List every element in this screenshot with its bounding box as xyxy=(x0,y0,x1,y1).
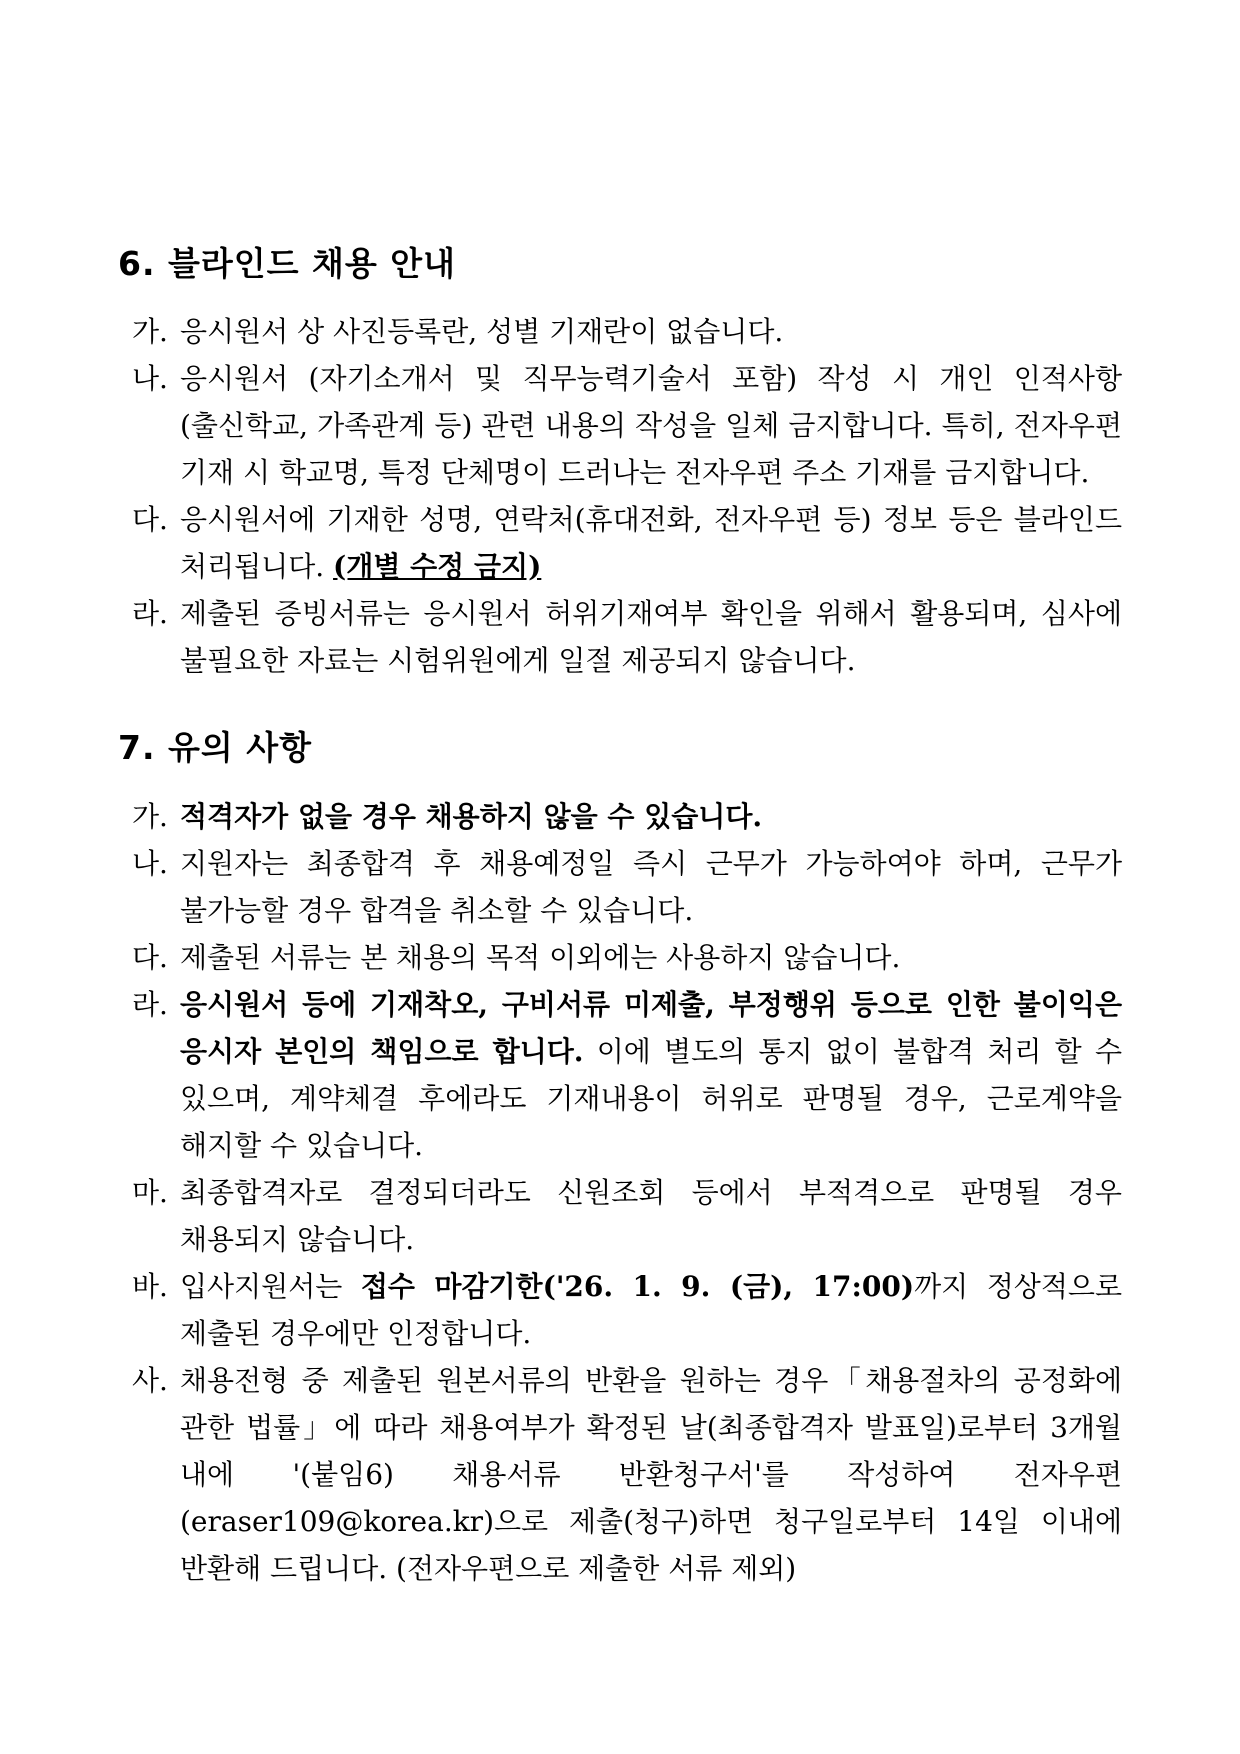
item-marker: 사. xyxy=(132,1364,168,1397)
item-text xyxy=(180,308,1122,355)
item-text-run: 까지 정상적으로 제출된 경우에만 인정합니다. xyxy=(180,1270,1122,1350)
item-text xyxy=(180,840,1122,934)
s7-list-item xyxy=(132,840,1122,934)
item-marker: 가. xyxy=(132,315,168,348)
s7-list-item xyxy=(132,1169,1122,1263)
item-text xyxy=(180,1357,1122,1592)
s7-list-item xyxy=(132,934,1122,981)
item-marker: 다. xyxy=(132,503,168,536)
section-6-list xyxy=(132,308,1122,684)
s6-list-item xyxy=(132,355,1122,496)
item-marker: 가. xyxy=(132,800,168,833)
item-text-emphasis: 응시원서 등에 기재착오, 구비서류 미제출, 부정행위 등으로 인한 불이익은 응시자 본인의 책임으로 합니다. xyxy=(180,988,1122,1068)
section-7-list xyxy=(132,793,1122,1592)
item-text-run: 제출된 증빙서류는 응시원서 허위기재여부 확인을 위해서 활용되며, 심사에 불필요한 자료는 시험위원에게 일절 제공되지 않습니다. xyxy=(180,597,1122,677)
item-marker: 바. xyxy=(132,1270,168,1303)
item-marker: 다. xyxy=(132,941,168,974)
s7-list-item xyxy=(132,981,1122,1169)
item-marker: 마. xyxy=(132,1176,168,1209)
item-text-run: 제출된 서류는 본 채용의 목적 이외에는 사용하지 않습니다. xyxy=(180,941,901,974)
s6-list-item xyxy=(132,590,1122,684)
item-text-run: 응시원서에 기재한 성명, 연락처(휴대전화, 전자우편 등) 정보 등은 블라인드 처리됩니다. xyxy=(180,503,1122,583)
item-text xyxy=(180,1169,1122,1263)
item-marker: 나. xyxy=(132,847,168,880)
s6-list-item xyxy=(132,308,1122,355)
item-marker: 나. xyxy=(132,362,168,395)
item-text xyxy=(180,496,1122,590)
item-text-run: 입사지원서는 xyxy=(180,1270,361,1303)
item-marker: 라. xyxy=(132,988,168,1021)
section-6-heading: 6. 블라인드 채용 안내 xyxy=(118,244,456,283)
item-text-run: 이에 별도의 통지 없이 불합격 처리 할 수 있으며, 계약체결 후에라도 기재내용이 허위로 판명될 경우, 근로계약을 해지할 수 있습니다. xyxy=(180,1035,1122,1162)
item-text-run: 응시원서 (자기소개서 및 직무능력기술서 포함) 작성 시 개인 인적사항(출신학교, 가족관계 등) 관련 내용의 작성을 일체 금지합니다. 특히, 전자우편 기재 시 학교명, 특정 단체명이 드러나는 전자우편 주소 기재를 금지합니다. xyxy=(180,362,1122,489)
item-text xyxy=(180,1263,1122,1357)
item-text xyxy=(180,934,1122,981)
s7-list-item xyxy=(132,1357,1122,1592)
item-text xyxy=(180,590,1122,684)
item-marker: 라. xyxy=(132,597,168,630)
section-7-heading: 7. 유의 사항 xyxy=(118,728,312,767)
item-text-run: 지원자는 최종합격 후 채용예정일 즉시 근무가 가능하여야 하며, 근무가 불가능할 경우 합격을 취소할 수 있습니다. xyxy=(180,847,1122,927)
item-text-emphasis: 적격자가 없을 경우 채용하지 않을 수 있습니다. xyxy=(180,800,763,833)
s7-list-item xyxy=(132,793,1122,840)
item-text-emphasis: 접수 마감기한('26. 1. 9. (금), 17:00) xyxy=(360,1270,915,1303)
item-text xyxy=(180,355,1122,496)
item-text xyxy=(180,981,1122,1169)
s7-list-item xyxy=(132,1263,1122,1357)
item-text-emphasis: (개별 수정 금지) xyxy=(333,550,542,583)
item-text xyxy=(180,793,1122,840)
s6-list-item xyxy=(132,496,1122,590)
item-text-run: 최종합격자로 결정되더라도 신원조회 등에서 부적격으로 판명될 경우 채용되지 않습니다. xyxy=(180,1176,1122,1256)
item-text-run: 채용전형 중 제출된 원본서류의 반환을 원하는 경우「채용절차의 공정화에 관한 법률」에 따라 채용여부가 확정된 날(최종합격자 발표일)로부터 3개월 내에 '(붙임6) 채용서류 반환청구서'를 작성하여 전자우편(eraser109@korea.kr)으로 제출(청구)하면 청구일로부터 14일 이내에 반환해 드립니다. (전자우편으로 제출한 서류 제외) xyxy=(180,1364,1122,1585)
item-text-run: 응시원서 상 사진등록란, 성별 기재란이 없습니다. xyxy=(180,315,784,348)
